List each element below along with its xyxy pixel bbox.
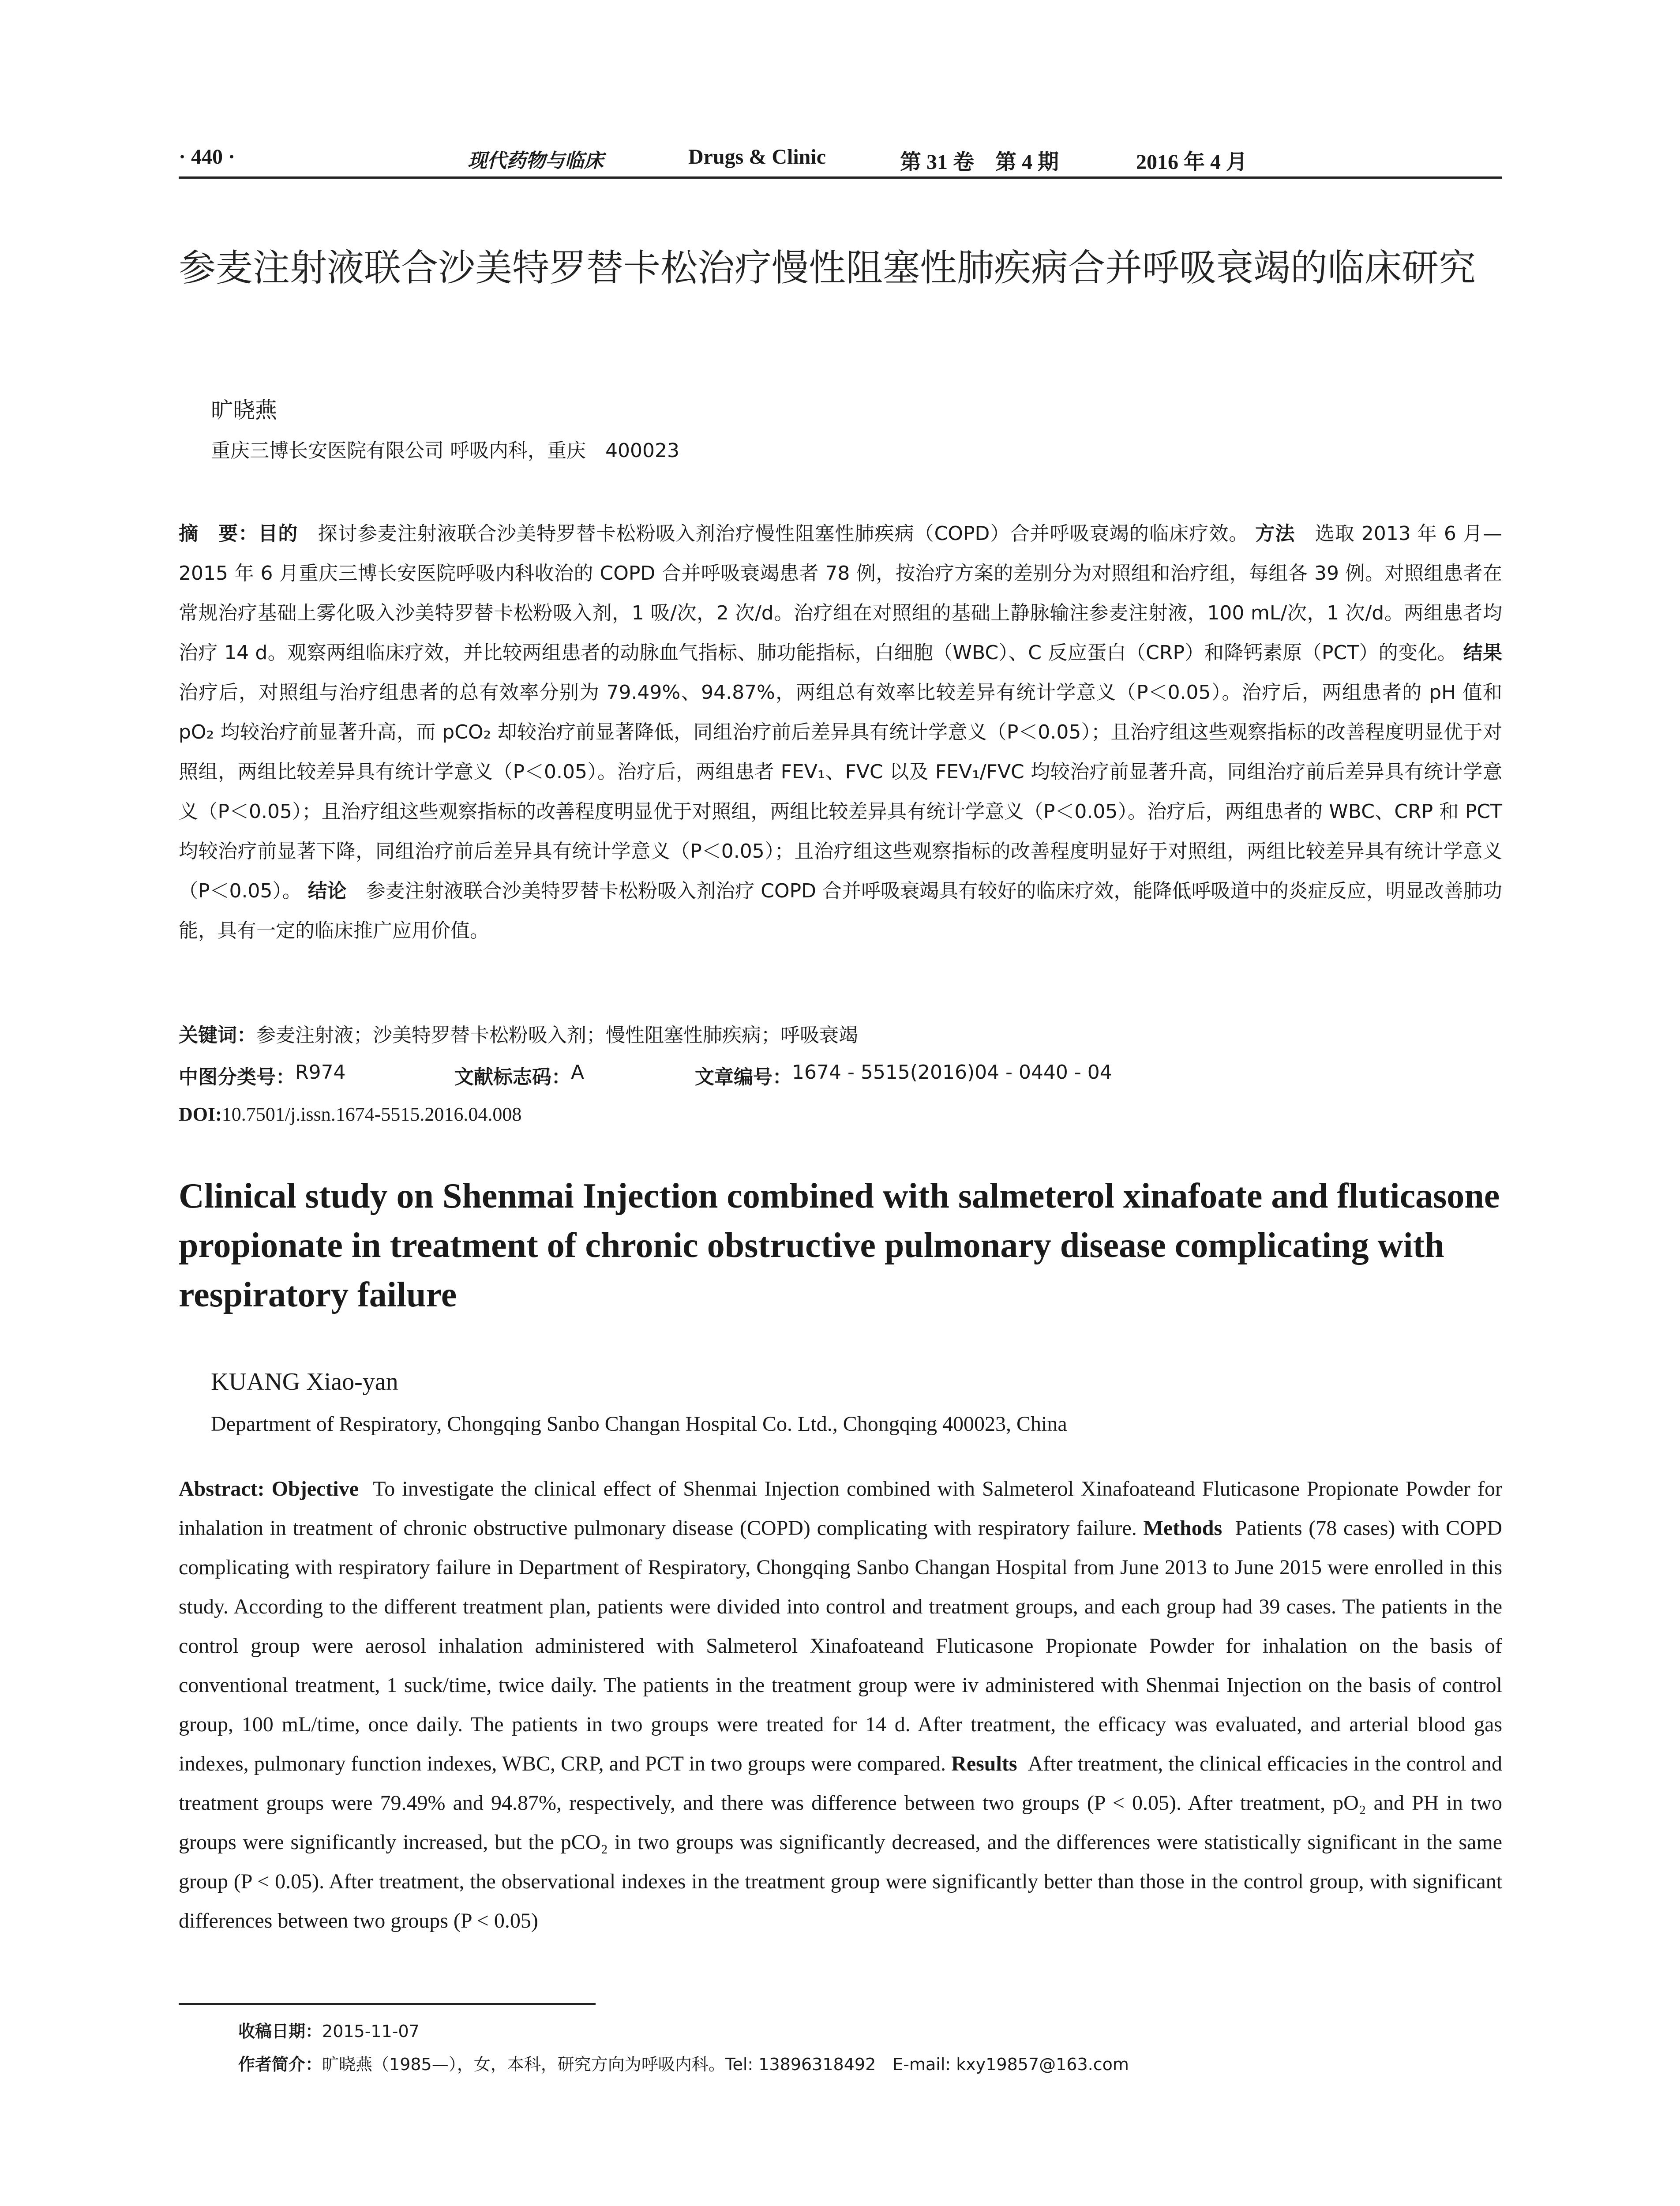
page-number: · 440 · — [179, 145, 236, 169]
footnote-received — [238, 2018, 420, 2042]
keywords-cn — [179, 1019, 1502, 1047]
abstract-cn-label: 摘 要： — [179, 522, 259, 545]
objective-label-cn: 目的 — [258, 522, 298, 545]
abstract-cn — [179, 514, 1502, 951]
abstract-en — [179, 1469, 1502, 1940]
methods-en: Patients (78 cases) with COPD complicating with respiratory failure in Department of Respiratory, Chongqing Sanbo Changan Hospital from June 2013 to June 2015 were enrolled in this study. According to the different treatment plan, patients were divided into control and treatment groups, and each group had 39 cases. The patients in the control group were aerosol inhalation administered with Salmeterol Xinafoateand Fluticasone Propionate Powder for inhalation on the basis of conventional treatment, 1 suck/time, twice daily. The patients in the treatment group were iv administered with Shenmai Injection on the basis of control group, 100 mL/time, once daily. The patients in two groups were treated for 14 d. After treatment, the efficacy was evaluated, and arterial blood gas indexes, pulmonary function indexes, WBC, CRP, and PCT in two groups were compared. — [179, 1516, 1503, 1775]
footnote-author-bio — [238, 2051, 1129, 2075]
conclusion-label-cn: 结论 — [308, 880, 347, 902]
results-label-cn: 结果 — [1463, 642, 1502, 664]
bio-label: 作者简介： — [238, 2055, 322, 2074]
header-rule — [179, 176, 1502, 179]
doc-code-label: 文献标志码： — [454, 1066, 571, 1088]
author-en: KUANG Xiao-yan — [211, 1368, 398, 1396]
objective-label-en: Objective — [271, 1477, 359, 1501]
article-title-en: Clinical study on Shenmai Injection combined with salmeterol xinafoate and fluticasone propionate in treatment of chronic obstructive pulmonary disease complicating with respiratory failure — [179, 1177, 1500, 1314]
objective-en: To investigate the clinical effect of Shenmai Injection combined with Salmeterol Xinafoateand Fluticasone Propionate Powder for inhalation in treatment of chronic obstructive pulmonary disease (COPD) complicating with respiratory failure. — [179, 1477, 1503, 1540]
author-cn: 旷晓燕 — [211, 398, 277, 423]
doi-label: DOI: — [179, 1103, 222, 1125]
doi-value: 10.7501/j.issn.1674-5515.2016.04.008 — [221, 1103, 522, 1125]
journal-name-en: Drugs & Clinic — [688, 145, 826, 169]
abstract-en-label: Abstract: — [179, 1477, 265, 1501]
keywords-label: 关键词： — [179, 1024, 256, 1047]
methods-label-cn: 方法 — [1255, 522, 1295, 545]
results-cn: 治疗后，对照组与治疗组患者的总有效率分别为 79.49%、94.87%，两组总有效率比较差异有统计学意义（P＜0.05）。治疗后，两组患者的 pH 值和 pO₂ 均较治疗前显著升高，而 pCO₂ 却较治疗前显著降低，同组治疗前后差异具有统计学意义（P＜0.05）；且治疗组这些观察指标的改善程度明显优于对照组，两组比较差异具有统计学意义（P＜0.05）。治疗后，两组患者 FEV₁、FVC 以及 FEV₁/FVC 均较治疗前显著升高，同组治疗前后差异具有统计学意义（P＜0.05）；且治疗组这些观察指标的改善程度明显优于对照组，两组比较差异具有统计学意义（P＜0.05）。治疗后，两组患者的 WBC、CRP 和 PCT 均较治疗前显著下降，同组治疗前后差异具有统计学意义（P＜0.05）；且治疗组这些观察指标的改善程度明显好于对照组，两组比较差异具有统计学意义（P＜0.05）。 — [179, 681, 1502, 902]
clc-label: 中图分类号： — [179, 1066, 295, 1088]
journal-name-cn: 现代药物与临床 — [468, 150, 604, 172]
article-no-label: 文章编号： — [695, 1066, 792, 1088]
affiliation-cn: 重庆三博长安医院有限公司 呼吸内科，重庆 400023 — [211, 439, 679, 462]
clc-value: R974 — [295, 1061, 346, 1084]
article-title-cn: 参麦注射液联合沙美特罗替卡松治疗慢性阻塞性肺疾病合并呼吸衰竭的临床研究 — [179, 246, 1476, 289]
methods-label-en: Methods — [1143, 1516, 1222, 1540]
doc-code-value: A — [571, 1061, 585, 1084]
doi-line — [179, 1103, 1502, 1126]
volume-issue: 第 31 卷 第 4 期 — [900, 150, 1059, 174]
keywords-value: 参麦注射液；沙美特罗替卡松粉吸入剂；慢性阻塞性肺疾病；呼吸衰竭 — [256, 1024, 858, 1047]
received-date: 2015-11-07 — [322, 2022, 420, 2041]
footnote-rule — [179, 2003, 596, 2005]
results-en: After treatment, the clinical efficacies in the control and treatment groups were 79.49% and 94.87%, respectively, and there was difference between two groups (P < 0.05). After treatment, pO₂ and PH in two groups were significantly increased, but the pCO₂ in two groups was significantly decreased, and the differences were statistically significant in the same group (P < 0.05). After treatment, the observational indexes in the treatment group were significantly better than those in the control group, with significant differences between two groups (P < 0.05) — [179, 1752, 1503, 1932]
article-no-value: 1674 - 5515(2016)04 - 0440 - 04 — [792, 1061, 1112, 1084]
results-label-en: Results — [951, 1752, 1017, 1775]
conclusion-cn: 参麦注射液联合沙美特罗替卡松粉吸入剂治疗 COPD 合并呼吸衰竭具有较好的临床疗效，能降低呼吸道中的炎症反应，明显改善肺功能，具有一定的临床推广应用价值。 — [179, 880, 1502, 942]
received-label: 收稿日期： — [238, 2022, 322, 2041]
running-header — [179, 140, 1502, 180]
affiliation-en: Department of Respiratory, Chongqing Sanbo Changan Hospital Co. Ltd., Chongqing 400023, China — [211, 1412, 1067, 1436]
objective-cn: 探讨参麦注射液联合沙美特罗替卡松粉吸入剂治疗慢性阻塞性肺疾病（COPD）合并呼吸衰竭的临床疗效。 — [318, 522, 1249, 545]
methods-cn: 选取 2013 年 6 月—2015 年 6 月重庆三博长安医院呼吸内科收治的 COPD 合并呼吸衰竭患者 78 例，按治疗方案的差别分为对照组和治疗组，每组各 39 例。对照组患者在常规治疗基础上雾化吸入沙美特罗替卡松粉吸入剂，1 吸/次，2 次/d。治疗组在对照组的基础上静脉输注参麦注射液，100 mL/次，1 次/d。两组患者均治疗 14 d。观察两组临床疗效，并比较两组患者的动脉血气指标、肺功能指标，白细胞（WBC）、C 反应蛋白（CRP）和降钙素原（PCT）的变化。 — [179, 522, 1503, 664]
issue-date: 2016 年 4 月 — [1136, 150, 1248, 174]
bio-text: 旷晓燕（1985—），女，本科，研究方向为呼吸内科。Tel: 13896318492 E-mail: kxy19857@163.com — [322, 2055, 1129, 2074]
